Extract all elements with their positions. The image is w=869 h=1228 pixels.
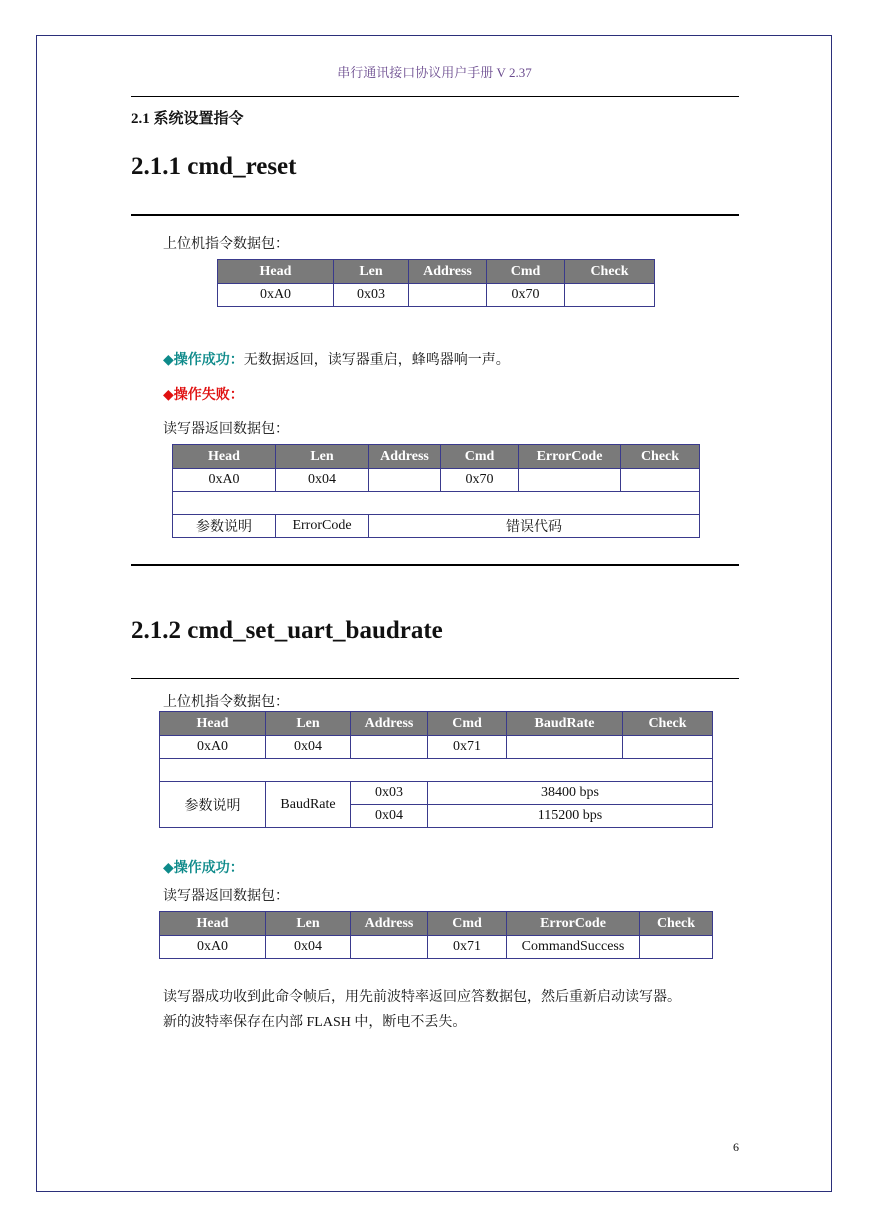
success-label: ◆操作成功： <box>163 353 244 368</box>
heading-cmd-reset: 2.1.1 cmd_reset <box>131 153 297 180</box>
cell-address <box>409 284 487 307</box>
cell-errorcode <box>519 469 621 492</box>
cell-len: 0x03 <box>334 284 409 307</box>
success-line <box>163 349 510 369</box>
param-label: 参数说明 <box>173 515 276 538</box>
col-cmd: Cmd <box>487 260 565 284</box>
spacer-row <box>173 492 700 515</box>
col-head: Head <box>160 712 266 736</box>
cell-cmd: 0x70 <box>487 284 565 307</box>
cell-baudrate <box>507 736 623 759</box>
param-name: ErrorCode <box>276 515 369 538</box>
option-value: 38400 bps <box>428 782 713 805</box>
section-rule <box>131 214 739 216</box>
col-cmd: Cmd <box>428 912 507 936</box>
cell-len: 0x04 <box>276 469 369 492</box>
cell-len: 0x04 <box>266 736 351 759</box>
option-code: 0x04 <box>351 805 428 828</box>
param-name: BaudRate <box>266 782 351 828</box>
note-line-1: 读写器成功收到此命令帧后，用先前波特率返回应答数据包，然后重新启动读写器。 <box>163 990 681 1005</box>
cell-head: 0xA0 <box>160 936 266 959</box>
param-desc: 错误代码 <box>369 515 700 538</box>
col-len: Len <box>276 445 369 469</box>
table-row <box>218 284 655 307</box>
baud-host-table <box>159 711 713 828</box>
cell-len: 0x04 <box>266 936 351 959</box>
col-check: Check <box>640 912 713 936</box>
col-address: Address <box>369 445 441 469</box>
table-header-row <box>218 260 655 284</box>
col-len: Len <box>266 712 351 736</box>
table-row <box>160 936 713 959</box>
col-cmd: Cmd <box>441 445 519 469</box>
col-head: Head <box>173 445 276 469</box>
col-baudrate: BaudRate <box>507 712 623 736</box>
success-text: 无数据返回，读写器重启，蜂鸣器响一声。 <box>243 353 510 368</box>
cell-address <box>351 936 428 959</box>
col-len: Len <box>334 260 409 284</box>
param-row <box>160 782 713 805</box>
option-code: 0x03 <box>351 782 428 805</box>
cell-check <box>621 469 700 492</box>
heading-cmd-set-uart-baudrate: 2.1.2 cmd_set_uart_baudrate <box>131 617 443 644</box>
param-row <box>173 515 700 538</box>
running-header: 串行通讯接口协议用户手册 V 2.37 <box>337 65 532 80</box>
col-address: Address <box>351 712 428 736</box>
cell-check <box>565 284 655 307</box>
cell-head: 0xA0 <box>218 284 334 307</box>
table-row <box>160 736 713 759</box>
col-address: Address <box>351 912 428 936</box>
reader-packet-label: 读写器返回数据包： <box>163 422 289 437</box>
table-header-row <box>160 712 713 736</box>
option-value: 115200 bps <box>428 805 713 828</box>
col-len: Len <box>266 912 351 936</box>
baud-reader-table <box>159 911 713 959</box>
col-errorcode: ErrorCode <box>519 445 621 469</box>
reset-host-table <box>217 259 655 307</box>
section-rule <box>131 564 739 566</box>
note-line-2: 新的波特率保存在内部 FLASH 中，断电不丢失。 <box>163 1015 467 1030</box>
cell-check <box>640 936 713 959</box>
section-rule <box>131 678 739 679</box>
col-check: Check <box>623 712 713 736</box>
cell-cmd: 0x71 <box>428 736 507 759</box>
host-packet-label: 上位机指令数据包： <box>163 237 289 252</box>
spacer-row <box>160 759 713 782</box>
col-check: Check <box>565 260 655 284</box>
cell-head: 0xA0 <box>160 736 266 759</box>
reader-packet-label: 读写器返回数据包： <box>163 889 289 904</box>
col-head: Head <box>218 260 334 284</box>
header-rule <box>131 96 739 97</box>
cell-cmd: 0x70 <box>441 469 519 492</box>
col-cmd: Cmd <box>428 712 507 736</box>
col-check: Check <box>621 445 700 469</box>
cell-check <box>623 736 713 759</box>
cell-address <box>369 469 441 492</box>
host-packet-label: 上位机指令数据包： <box>163 695 289 710</box>
table-header-row <box>160 912 713 936</box>
cell-address <box>351 736 428 759</box>
table-row <box>173 469 700 492</box>
col-head: Head <box>160 912 266 936</box>
col-errorcode: ErrorCode <box>507 912 640 936</box>
success-label: ◆操作成功： <box>163 861 244 876</box>
cell-head: 0xA0 <box>173 469 276 492</box>
fail-label: ◆操作失败： <box>163 388 244 403</box>
page-number: 6 <box>733 1140 739 1154</box>
reset-reader-table <box>172 444 700 538</box>
table-header-row <box>173 445 700 469</box>
col-address: Address <box>409 260 487 284</box>
cell-cmd: 0x71 <box>428 936 507 959</box>
section-title: 2.1 系统设置指令 <box>131 111 244 127</box>
cell-errorcode: CommandSuccess <box>507 936 640 959</box>
param-label: 参数说明 <box>160 782 266 828</box>
